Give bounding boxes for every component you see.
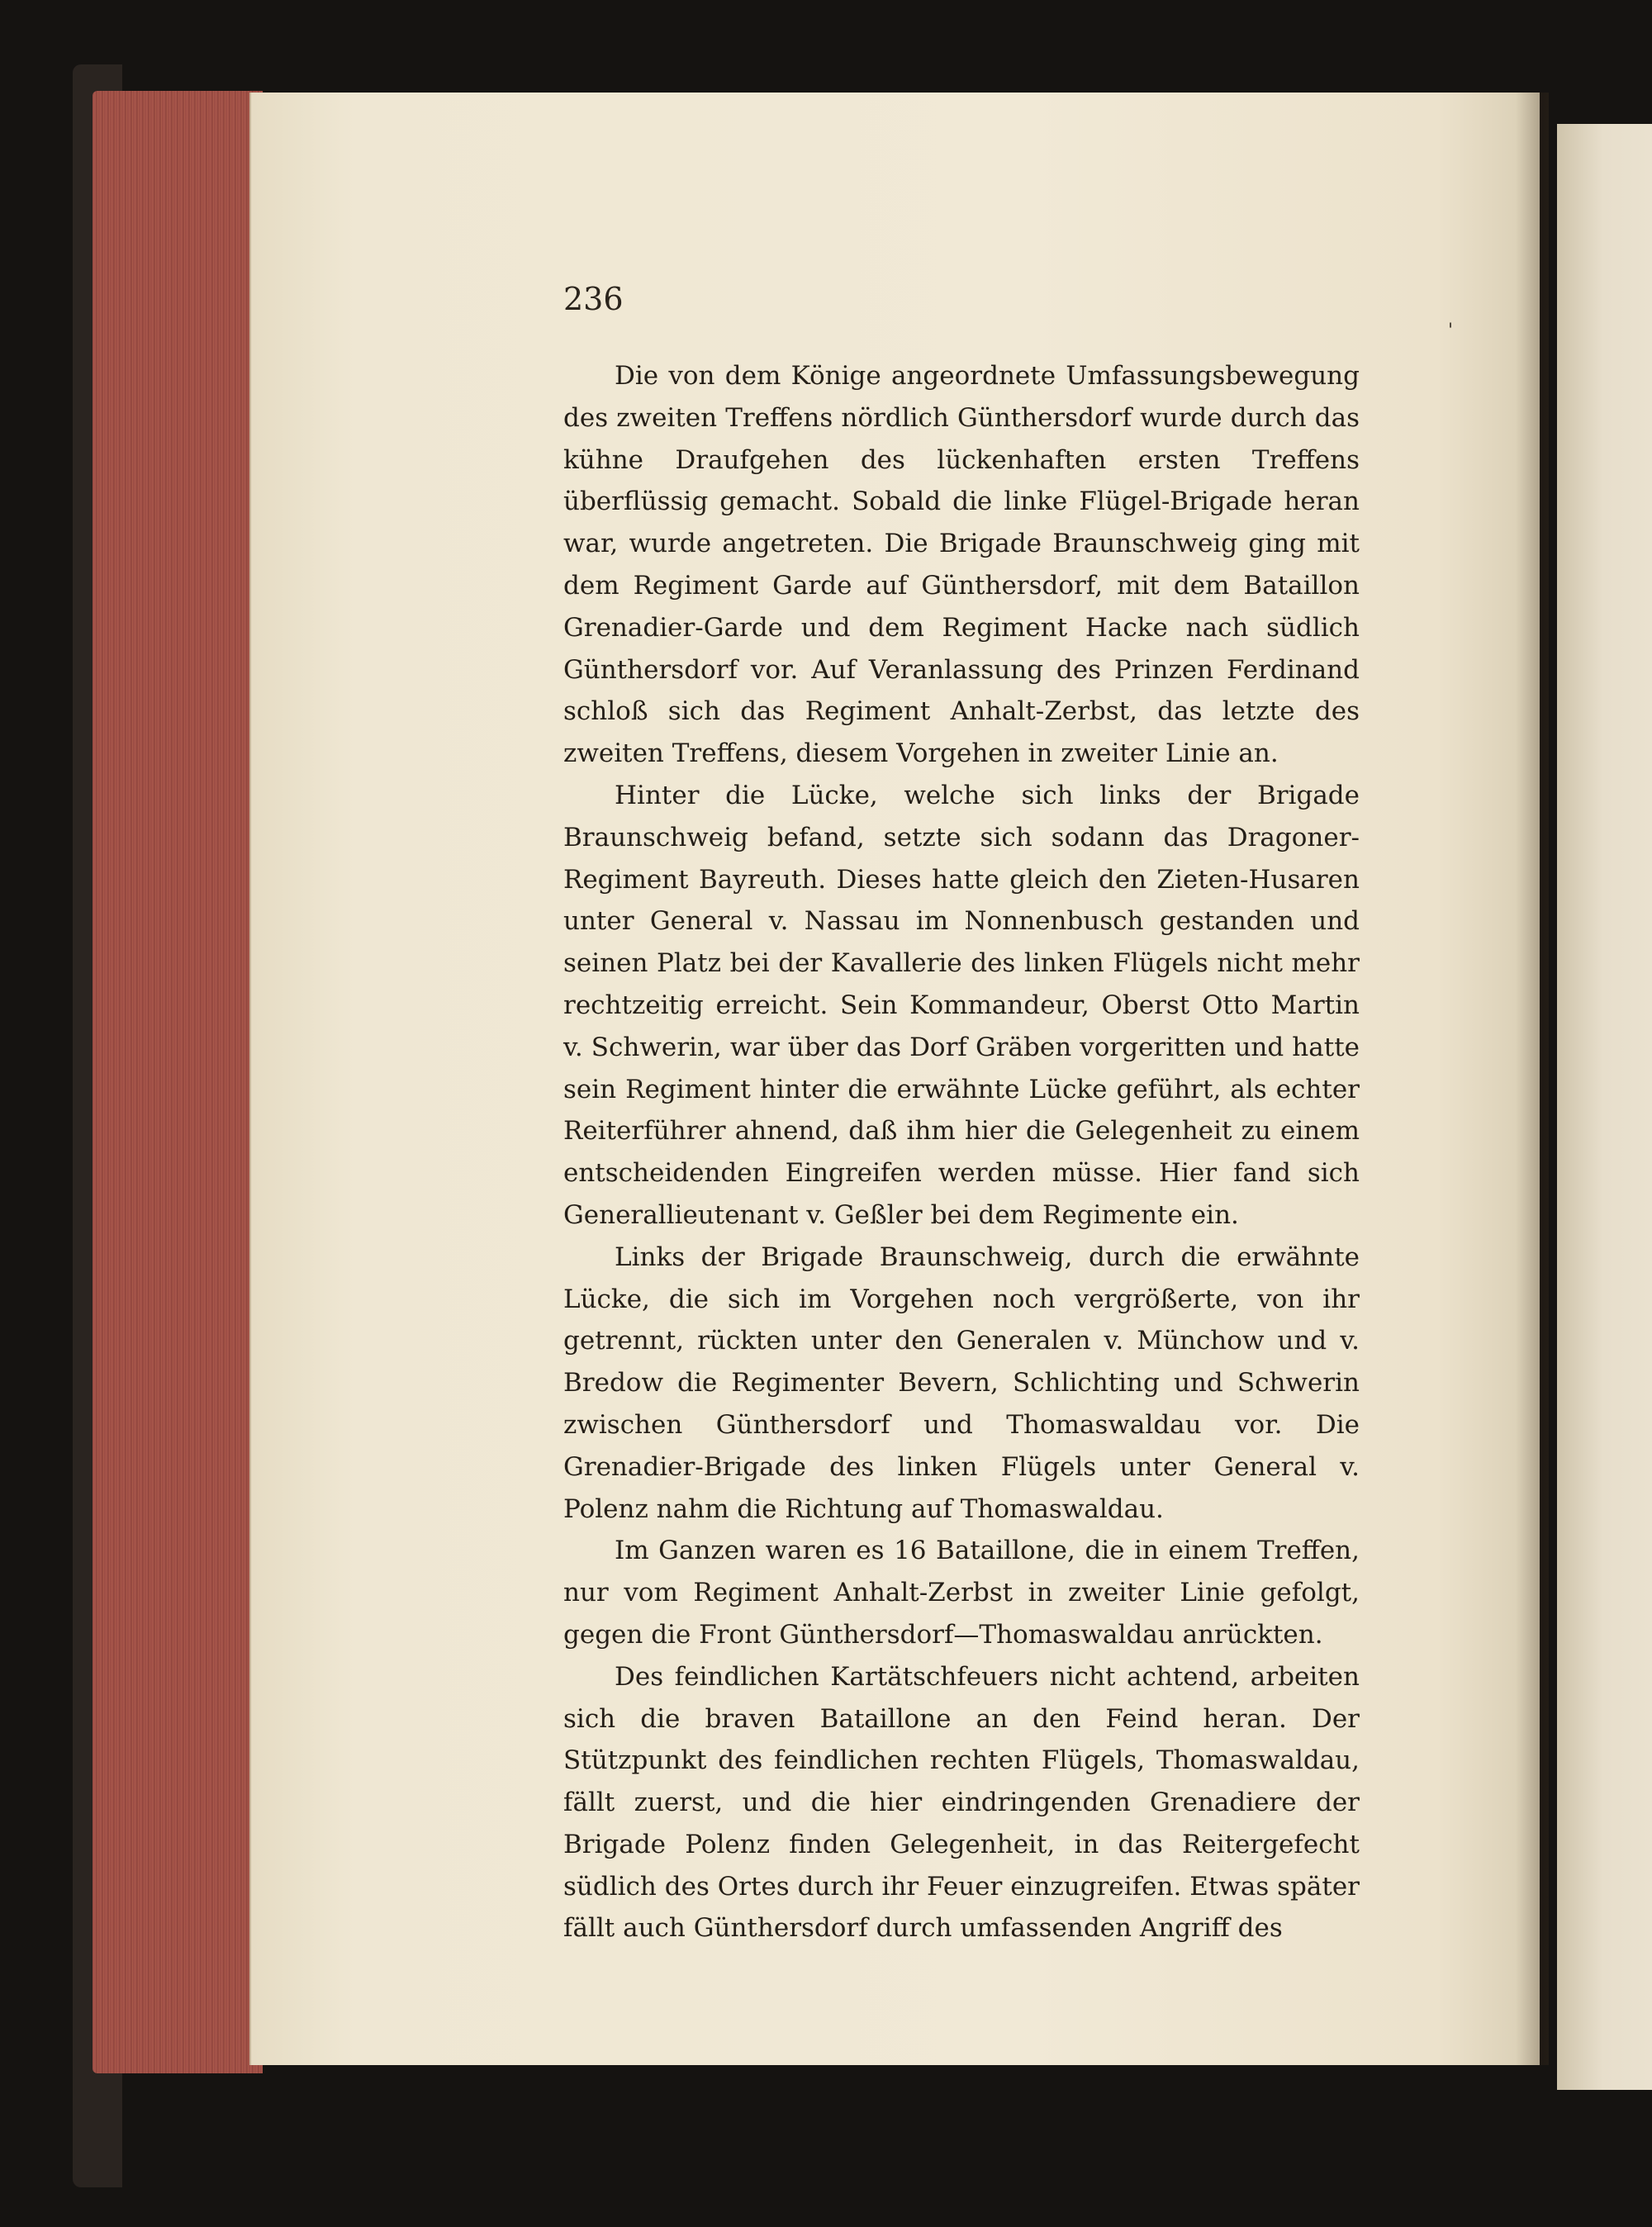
- facing-page-edge: [1557, 124, 1652, 2090]
- margin-mark: ': [1448, 321, 1454, 341]
- page-block-edge: [93, 91, 263, 2073]
- paragraph: Des feindlichen Kartätschfeuers nicht achtend, arbeiten sich die braven Bataillone an den Feind heran. Der Stützpunkt des feindlichen rechten Flügels, Thomaswaldau, fällt zuerst, und die hier eindringenden Grenadiere der Brigade Polenz finden Gelegenheit, in das Reitergefecht südlich des Ortes durch ihr Feuer einzugreifen. Etwas später fällt auch Günthersdorf durch umfassenden Angriff des: [563, 1661, 1360, 1944]
- paragraph: Hinter die Lücke, welche sich links der Brigade Braunschweig befand, setzte sich sodann das Dragoner-Regiment Bayreuth. Dieses hatte gleich den Zieten-Husaren unter General v. Nassau im Nonnenbusch gestanden und seinen Platz bei der Kavallerie des linken Flügels nicht mehr rechtzeitig erreicht. Sein Kommandeur, Oberst Otto Martin v. Schwerin, war über das Dorf Gräben vorgeritten und hatte sein Regiment hinter die erwähnte Lücke geführt, als echter Reiterführer ahnend, daß ihm hier die Gelegenheit zu einem entscheidenden Eingreifen werden müsse. Hier fand sich Generallieutenant v. Geßler bei dem Regimente ein.: [563, 780, 1360, 1230]
- gutter-shadow: [1516, 93, 1549, 2065]
- page-number: 236: [563, 281, 624, 317]
- paragraph: Links der Brigade Braunschweig, durch die erwähnte Lücke, die sich im Vorgehen noch vergrößerte, von ihr getrennt, rückten unter den Generalen v. Münchow und v. Bredow die Regimenter Bevern, Schlichting und Schwerin zwischen Günthersdorf und Thomaswaldau vor. Die Grenadier-Brigade des linken Flügels unter General v. Polenz nahm die Richtung auf Thomaswaldau.: [563, 1242, 1360, 1524]
- body-text: [563, 355, 1360, 1949]
- paragraph: Im Ganzen waren es 16 Bataillone, die in einem Treffen, nur vom Regiment Anhalt-Zerbst in zweiter Linie gefolgt, gegen die Front Günthersdorf—Thomaswaldau anrückten.: [563, 1536, 1360, 1650]
- paragraph: Die von dem Könige angeordnete Umfassungsbewegung des zweiten Treffens nördlich Günthersdorf wurde durch das kühne Draufgehen des lückenhaften ersten Treffens überflüssig gemacht. Sobald die linke Flügel-Brigade heran war, wurde angetreten. Die Brigade Braunschweig ging mit dem Regiment Garde auf Günthersdorf, mit dem Bataillon Grenadier-Garde und dem Regiment Hacke nach südlich Günthersdorf vor. Auf Veranlassung des Prinzen Ferdinand schloß sich das Regiment Anhalt-Zerbst, das letzte des zweiten Treffens, diesem Vorgehen in zweiter Linie an.: [563, 361, 1360, 769]
